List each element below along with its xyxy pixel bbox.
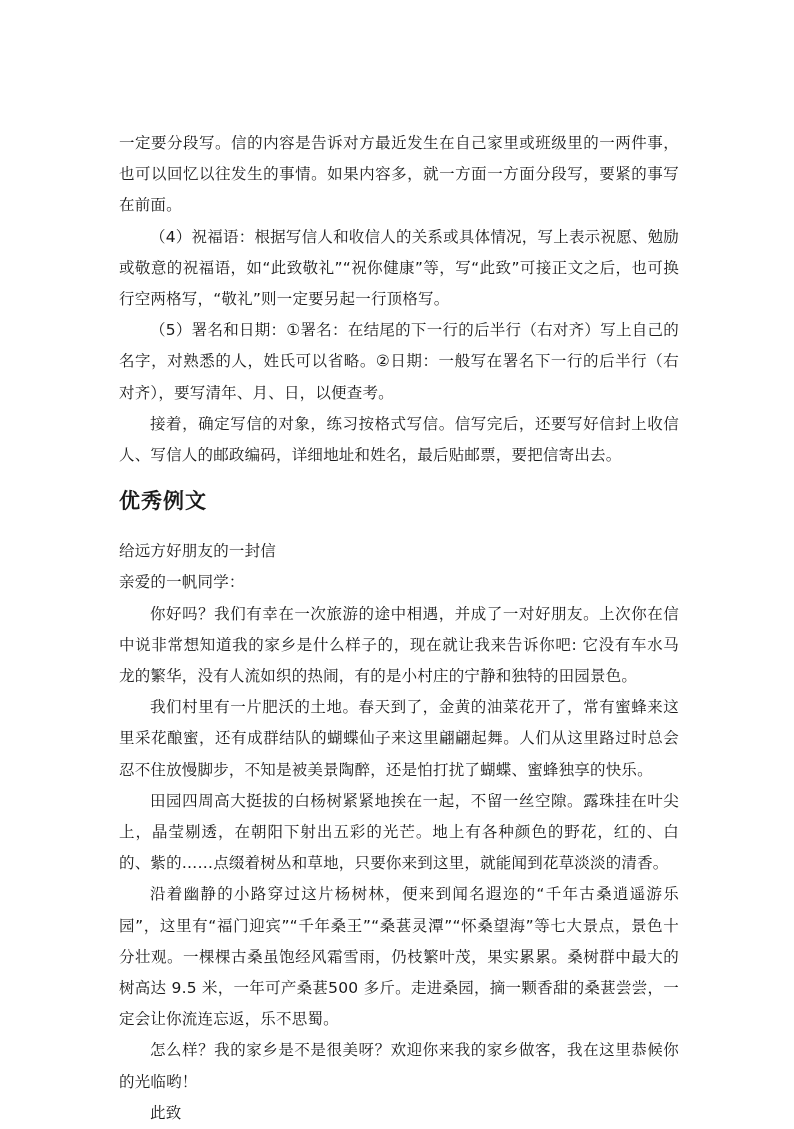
document-body — [119, 128, 679, 1129]
letter-paragraph: 沿着幽静的小路穿过这片杨树林，便来到闻名遐迩的“千年古桑逍遥游乐园”，这里有“福门迎宾”“千年桑王”“桑葚灵潭”“怀桑望海”等七大景点，景色十分壮观。一棵棵古桑虽饱经风霜雪雨，仍枝繁叶茂，果实累累。桑树群中最大的树高达 9.5 米，一年可产桑葚500 多斤。走进桑园，摘一颗香甜的桑葚尝尝，一定会让你流连忘返，乐不思蜀。 — [119, 885, 679, 1029]
letter-paragraph: 我们村里有一片肥沃的土地。春天到了，金黄的油菜花开了，常有蜜蜂来这里采花酿蜜，还有成群结队的蝴蝶仙子来这里翩翩起舞。人们从这里路过时总会忍不住放慢脚步，不知是被美景陶醉，还是怕打扰了蝴蝶、蜜蜂独享的快乐。 — [119, 698, 679, 779]
letter-salutation: 亲爱的一帆同学： — [119, 573, 245, 592]
section-heading: 优秀例文 — [119, 488, 207, 514]
paragraph-blessing: （4）祝福语：根据写信人和收信人的关系或具体情况，写上表示祝愿、勉励或敬意的祝福语，如“此致敬礼”“祝你健康”等，写“此致”可接正文之后，也可换行空两格写，“敬礼”则一定要另起一行顶格写。 — [119, 227, 679, 309]
paragraph-signature-date: （5）署名和日期：①署名：在结尾的下一行的后半行（右对齐）写上自己的名字，对熟悉的人，姓氏可以省略。②日期：一般写在署名下一行的后半行（右对齐），要写清年、月、日，以便查考。 — [119, 321, 679, 402]
paragraph-segmenting: 一定要分段写。信的内容是告诉对方最近发生在自己家里或班级里的一两件事，也可以回忆以往发生的事情。如果内容多，就一方面一方面分段写，要紧的事写在前面。 — [119, 134, 679, 215]
letter-paragraph: 田园四周高大挺拔的白杨树紧紧地挨在一起，不留一丝空隙。露珠挂在叶尖上，晶莹剔透，在朝阳下射出五彩的光芒。地上有各种颜色的野花，红的、白的、紫的……点缀着树丛和草地，只要你来到这里，就能闻到花草淡淡的清香。 — [119, 791, 679, 873]
letter-paragraph: 怎么样？我的家乡是不是很美呀？欢迎你来我的家乡做客，我在这里恭候你的光临哟！ — [119, 1041, 679, 1091]
letter-closing: 此致 — [150, 1103, 182, 1122]
paragraph-envelope: 接着，确定写信的对象，练习按格式写信。信写完后，还要写好信封上收信人、写信人的邮政编码，详细地址和姓名，最后贴邮票，要把信寄出去。 — [119, 414, 679, 465]
letter-paragraph: 你好吗？我们有幸在一次旅游的途中相遇，并成了一对好朋友。上次你在信中说非常想知道我的家乡是什么样子的，现在就让我来告诉你吧: 它没有车水马龙的繁华，没有人流如织的热闹，有的是小村庄的宁静和独特的田园景色。 — [119, 604, 679, 686]
letter-title: 给远方好朋友的一封信 — [119, 542, 277, 561]
